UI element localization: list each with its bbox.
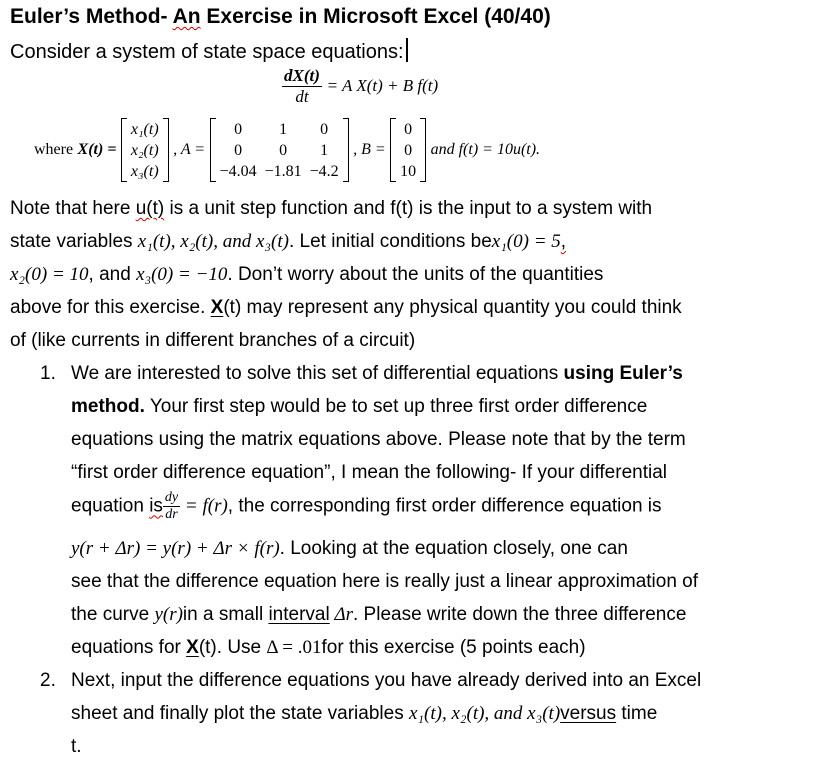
item-2-line-1: Next, input the difference equations you have already derived into an Excel: [71, 670, 702, 691]
item-1-line-9: equations for X(t). Use Δ = .01for this exercise (5 points each): [71, 637, 586, 658]
item-1-line-7: see that the difference equation here is really just a linear approximation of: [71, 571, 699, 592]
b-vector: 0 0 10: [400, 120, 417, 180]
definitions-row: where X(t) = x₁(t) x₂(t) x₃(t) , A = 0 1 0 0 0 1 −4.04 −1.81 −4.2 , B = 0 0 10 and f(t) = 10u(t).: [34, 118, 540, 186]
item-1-line-3: equations using the matrix equations above. Please note that by the term: [71, 429, 686, 450]
item-1-number: 1.: [40, 363, 56, 384]
item-1-line-4: “first order difference equation”, I mean the following- If your differential: [71, 462, 667, 483]
item-2-line-3: t.: [71, 736, 82, 757]
text-cursor: [406, 38, 408, 62]
item-1-line-8: the curve y(r)in a small interval Δr. Please write down the three difference: [71, 604, 687, 625]
dy-dr-fraction: $\frac{dy}{dr}$: [164, 490, 179, 523]
item-2-line-2: sheet and finally plot the state variables x₁(t), x₂(t), and x₃(t)versus time: [71, 703, 658, 724]
item-1-line-6: y(r + Δr) = y(r) + Δr × f(r). Looking at the equation closely, one can: [71, 538, 628, 559]
derivative-fraction: $\frac{dX(t)}{dt}$: [284, 66, 320, 106]
page-title: Euler’s Method- An Exercise in Microsoft Excel (40/40): [10, 5, 551, 28]
paragraph-line-4: above for this exercise. X(t) may represent any physical quantity you could think: [10, 297, 682, 318]
item-1-line-1: We are interested to solve this set of differential equations using Euler’s: [71, 363, 683, 384]
item-1-line-5: equation is $\frac{dy}{dr}$ = f(r), the corresponding first order difference equation is: [71, 490, 662, 523]
a-matrix: 0 1 0 0 0 1 −4.04 −1.81 −4.2: [219, 120, 339, 180]
title-an: An: [172, 5, 201, 28]
x-vector: x₁(t) x₂(t) x₃(t): [130, 120, 159, 180]
intro-text: Consider a system of state space equations:: [10, 38, 408, 64]
paragraph-line-1: Note that here u(t) is a unit step function and f(t) is the input to a system with: [10, 198, 653, 219]
paragraph-line-2: state variables x₁(t), x₂(t), and x₃(t). Let initial conditions bex₁(0) = 5,: [10, 231, 567, 252]
item-2-number: 2.: [40, 670, 56, 691]
state-equation: $\frac{dX(t)}{dt}$ = A X(t) + B f(t): [284, 66, 439, 106]
paragraph-line-5: of (like currents in different branches of a circuit): [10, 330, 416, 351]
paragraph-line-3: x₂(0) = 10, and x₃(0) = −10. Don’t worry about the units of the quantities: [10, 264, 604, 285]
item-1-line-2: method. Your first step would be to set up three first order difference: [71, 396, 648, 417]
